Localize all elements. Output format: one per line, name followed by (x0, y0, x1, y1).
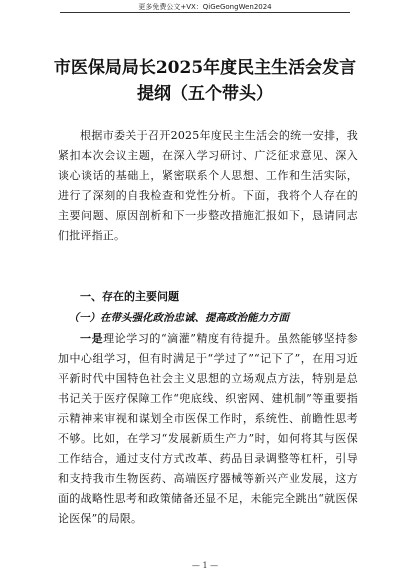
section-heading-1: 一、存在的主要问题 (80, 290, 179, 303)
title-line-2: 提纲（五个带头） (137, 84, 273, 104)
page-number: — 1 — (191, 561, 219, 570)
header-divider (60, 12, 350, 13)
intro-paragraph: 根据市委关于召开2025年度民主生活会的统一安排，我紧扣本次会议主题，在深入学习研讨、广泛征求意见、深入谈心谈话的基础上，紧密联系个人思想、工作和生活实际，进行了深刻的自我检查和党性分析。下面，我将个人存在的主要问题、原因剖析和下一步整改措施汇报如下，恳请同志们批评指正。 (58, 129, 358, 242)
subsection-heading-1: （一）在带头强化政治忠诚、提高政治能力方面 (68, 312, 289, 324)
document-title (40, 55, 370, 107)
paragraph-lead: 一是 (80, 332, 104, 345)
title-line-1: 市医保局局长2025年度民主生活会发言 (53, 58, 357, 78)
page-header-watermark: 更多免费公文+VX：QiGeGongWen2024 (138, 3, 272, 11)
paragraph-text: 理论学习的“滴灌”精度有待提升。虽然能够坚持参加中心组学习，但有时满足于“学过了”“记下了”，在用习近平新时代中国特色社会主义思想的立场观点方法，特别是总书记关于医疗保障工作“兜底线、织密网、建机制”等重要指示精神来审视和谋划全市医保工作时，系统性、前瞻性思考不够。比如，在学习“发展新质生产力”时，如何将其与医保工作结合，通过支付方式改革、药品目录调整等杠杆，引导和支持我市生物医药、高端医疗器械等新兴产业发展，这方面的战略性思考和政策储备还显不足，未能完全跳出“就医保论医保”的局限。 (58, 332, 358, 525)
problem-paragraph-1 (58, 329, 358, 529)
